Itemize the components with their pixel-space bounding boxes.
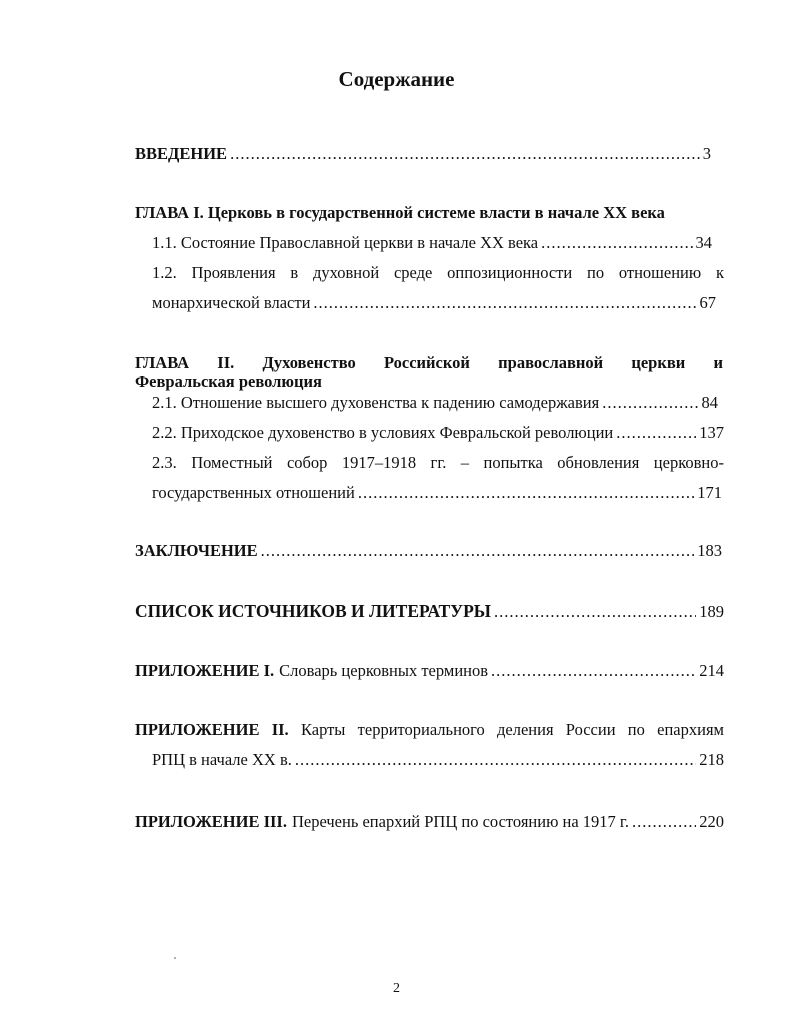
toc-entry-label: ВВЕДЕНИЕ <box>135 144 228 163</box>
toc-entry-1-2-line1[interactable] <box>152 263 724 283</box>
toc-page-number: 171 <box>697 483 722 502</box>
toc-entry-2-3-line1[interactable] <box>152 453 724 473</box>
toc-entry-1-2[interactable] <box>152 293 716 313</box>
toc-entry-label-bold: ПРИЛОЖЕНИЕ III. <box>135 812 287 831</box>
chapter-heading-text: ГЛАВА II. Духовенство Российской православной церкви и <box>135 353 723 372</box>
toc-page-number: 218 <box>699 750 724 769</box>
chapter-2-heading-line1[interactable] <box>135 353 723 373</box>
toc-entry-label: ЗАКЛЮЧЕНИЕ <box>135 541 258 560</box>
leader-dots <box>616 423 696 443</box>
toc-entry-label: 2.1. Отношение высшего духовенства к падению самодержавия <box>152 393 600 412</box>
toc-entry-2-1[interactable] <box>152 393 718 413</box>
leader-dots <box>494 602 696 622</box>
toc-entry-appendix-2-line1[interactable] <box>135 720 724 740</box>
leader-dots <box>632 812 696 832</box>
toc-page-number: 3 <box>702 144 711 163</box>
toc-entry-2-3[interactable] <box>152 483 722 503</box>
toc-page-number: 214 <box>699 661 724 680</box>
page-number: 2 <box>393 981 400 996</box>
toc-entry-label: 1.2. Проявления в духовной среде оппозиционности по отношению к <box>152 263 724 282</box>
toc-page-number: 220 <box>699 812 724 831</box>
leader-dots <box>541 233 692 253</box>
toc-page-number: 67 <box>699 293 716 312</box>
leader-dots <box>358 483 694 503</box>
toc-entry-label-bold: ПРИЛОЖЕНИЕ I. <box>135 661 275 680</box>
leader-dots <box>295 750 696 770</box>
leader-dots <box>602 393 698 413</box>
toc-entry-appendix-2[interactable] <box>152 750 724 770</box>
toc-entry-2-2[interactable] <box>152 423 724 443</box>
toc-entry-label: Карты территориального деления России по епархиям <box>300 720 724 739</box>
toc-page-number: 84 <box>701 393 718 412</box>
toc-entry-label: 2.2. Приходское духовенство в условиях Февральской революции <box>152 423 614 442</box>
toc-entry-label: монархической власти <box>152 293 311 312</box>
toc-entry-label: 1.1. Состояние Православной церкви в начале XX века <box>152 233 539 252</box>
toc-entry-label-bold: ПРИЛОЖЕНИЕ II. <box>135 720 289 739</box>
chapter-2-heading-line2[interactable]: Февральская революция <box>135 372 322 391</box>
toc-entry-intro[interactable] <box>135 144 711 164</box>
toc-entry-1-1[interactable] <box>152 233 712 253</box>
toc-entry-label: Перечень епархий РПЦ по состоянию на 1917 г. <box>291 812 629 831</box>
toc-entry-label: государственных отношений <box>152 483 355 502</box>
toc-entry-label: РПЦ в начале XX в. <box>152 750 292 769</box>
toc-entry-sources[interactable] <box>135 601 724 622</box>
toc-page-number: 34 <box>695 233 712 252</box>
toc-page-number: 137 <box>699 423 724 442</box>
toc-page-number: 183 <box>697 541 722 560</box>
toc-page-number: 189 <box>699 602 724 621</box>
toc-entry-appendix-1[interactable] <box>135 661 724 681</box>
toc-entry-appendix-3[interactable] <box>135 812 724 832</box>
leader-dots <box>230 144 700 164</box>
toc-entry-label: Словарь церковных терминов <box>279 661 489 680</box>
toc-entry-conclusion[interactable] <box>135 541 722 561</box>
leader-dots <box>491 661 696 681</box>
scan-speck <box>174 957 176 959</box>
toc-entry-label: 2.3. Поместный собор 1917–1918 гг. – попытка обновления церковно- <box>152 453 724 472</box>
toc-entry-label: СПИСОК ИСТОЧНИКОВ И ЛИТЕРАТУРЫ <box>135 601 491 621</box>
leader-dots <box>313 293 696 313</box>
chapter-1-heading[interactable]: ГЛАВА I. Церковь в государственной системе власти в начале XX века <box>135 203 665 222</box>
page-title: Содержание <box>338 67 455 91</box>
leader-dots <box>261 541 695 561</box>
